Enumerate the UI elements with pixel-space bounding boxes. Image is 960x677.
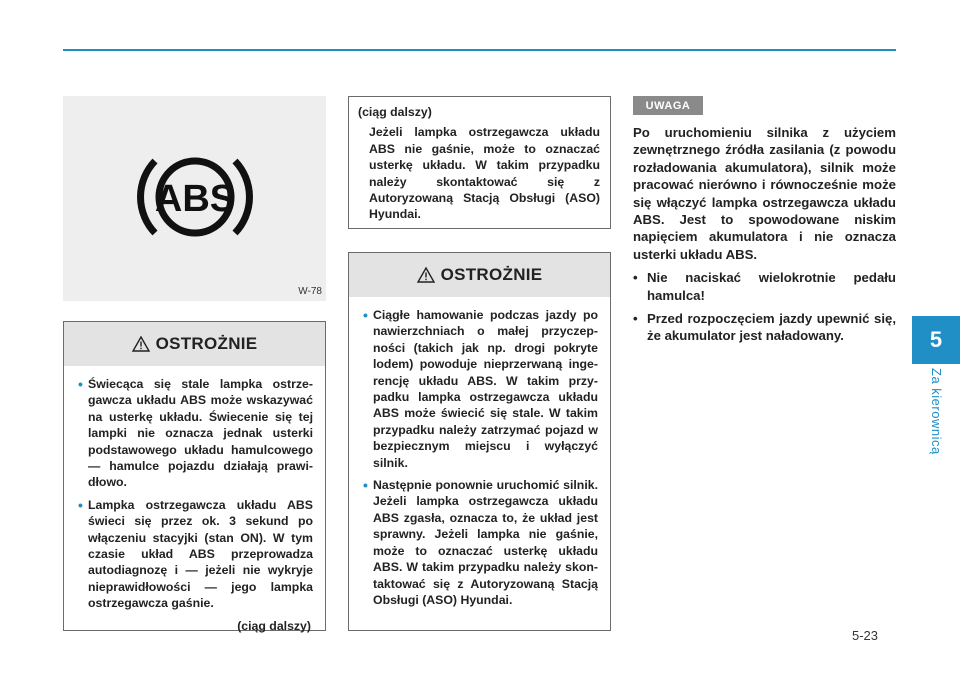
chapter-tab: 5	[912, 316, 960, 364]
caution-item: • Świecąca się stale lampka ostrzegawcza układu ABS może wskazywać na usterkę układu. Świecenie się tej lampki nie oznacza jednak usterki podstawowego układu hamulcowego — hamulce pojazdu działają prawidłowo.	[78, 376, 313, 491]
caution-item: • Lampka ostrzegawcza układu ABS świeci się przez ok. 3 sekund po włączeniu stacyjki (stan ON). W tym czasie układ ABS przeprowadza autodiagnozę i — jeżeli nie wykryje nieprawidłowości — jego lampka ostrzegawcza gaśnie.	[78, 497, 313, 612]
note-bullet: • Nie naciskać wielokrotnie pedału hamulca!	[633, 269, 896, 304]
continued-tag: (ciąg dalszy)	[237, 618, 311, 633]
continued-text: Jeżeli lampka ostrzegawcza układu ABS nie gaśnie, może to oznaczać usterkę układu. W takim przypadku należy skontaktować się z Autoryzowaną Stacją Obsługi (ASO) Hyundai.	[369, 125, 600, 222]
note-text: Po uruchomieniu silnika z użyciem zewnętrznego źródła zasilania (z powodu rozładowania akumulatora), silnik może pracować nierówno i równocześnie może się włączyć lampka ostrzegawcza układu ABS. Jest to spowodowane niskim napięciem akumulatora i nie oznacza usterki układu ABS.	[633, 125, 896, 262]
warning-triangle-icon	[417, 267, 435, 283]
top-rule	[63, 49, 896, 51]
page-number: 5-23	[852, 628, 879, 643]
caution-box-middle	[348, 252, 611, 631]
caution-header	[349, 253, 610, 297]
caution-body	[349, 297, 610, 620]
chapter-title: Za kierownicą	[929, 368, 944, 455]
note-bullet: • Przed rozpoczęciem jazdy upewnić się, że akumulator jest naładowany.	[633, 310, 896, 345]
abs-warning-lamp-icon	[133, 147, 257, 247]
caution-item: • Następnie ponownie uruchomić silnik. Jeżeli lampka ostrzegawcza układu ABS zgasła, oznacza to, że układ jest sprawny. Jeżeli lampka nie gaśnie, może to oznaczać usterkę układu ABS. W takim przypadku należy skontaktować się z Autoryzowaną Stacją Obsługi (ASO) Hyundai.	[363, 477, 598, 608]
caution-header	[64, 322, 325, 366]
continued-body	[349, 97, 610, 231]
note-badge: UWAGA	[633, 96, 703, 115]
caution-header-text: OSTROŻNIE	[440, 265, 543, 284]
caution-body	[64, 366, 325, 640]
caution-box-left	[63, 321, 326, 631]
continued-label: (ciąg dalszy)	[358, 105, 432, 119]
abs-lamp-text: ABS	[154, 178, 236, 220]
continued-box	[348, 96, 611, 229]
note-body	[633, 124, 896, 345]
caution-header-text: OSTROŻNIE	[155, 334, 258, 353]
abs-figure	[63, 96, 326, 301]
caution-item: • Ciągłe hamowanie podczas jazdy po nawierzchniach o małej przyczepności (takich jak np. drogi pokryte lodem) powoduje nieprzerwaną ingerencję układu ABS. W takim przypadku lampka ostrzegawcza układu ABS może świecić się stale. W takim przypadku należy zatrzymać pojazd w bezpiecznym miejscu i wyłączyć silnik.	[363, 307, 598, 471]
figure-code: W-78	[298, 286, 322, 297]
warning-triangle-icon	[132, 336, 150, 352]
